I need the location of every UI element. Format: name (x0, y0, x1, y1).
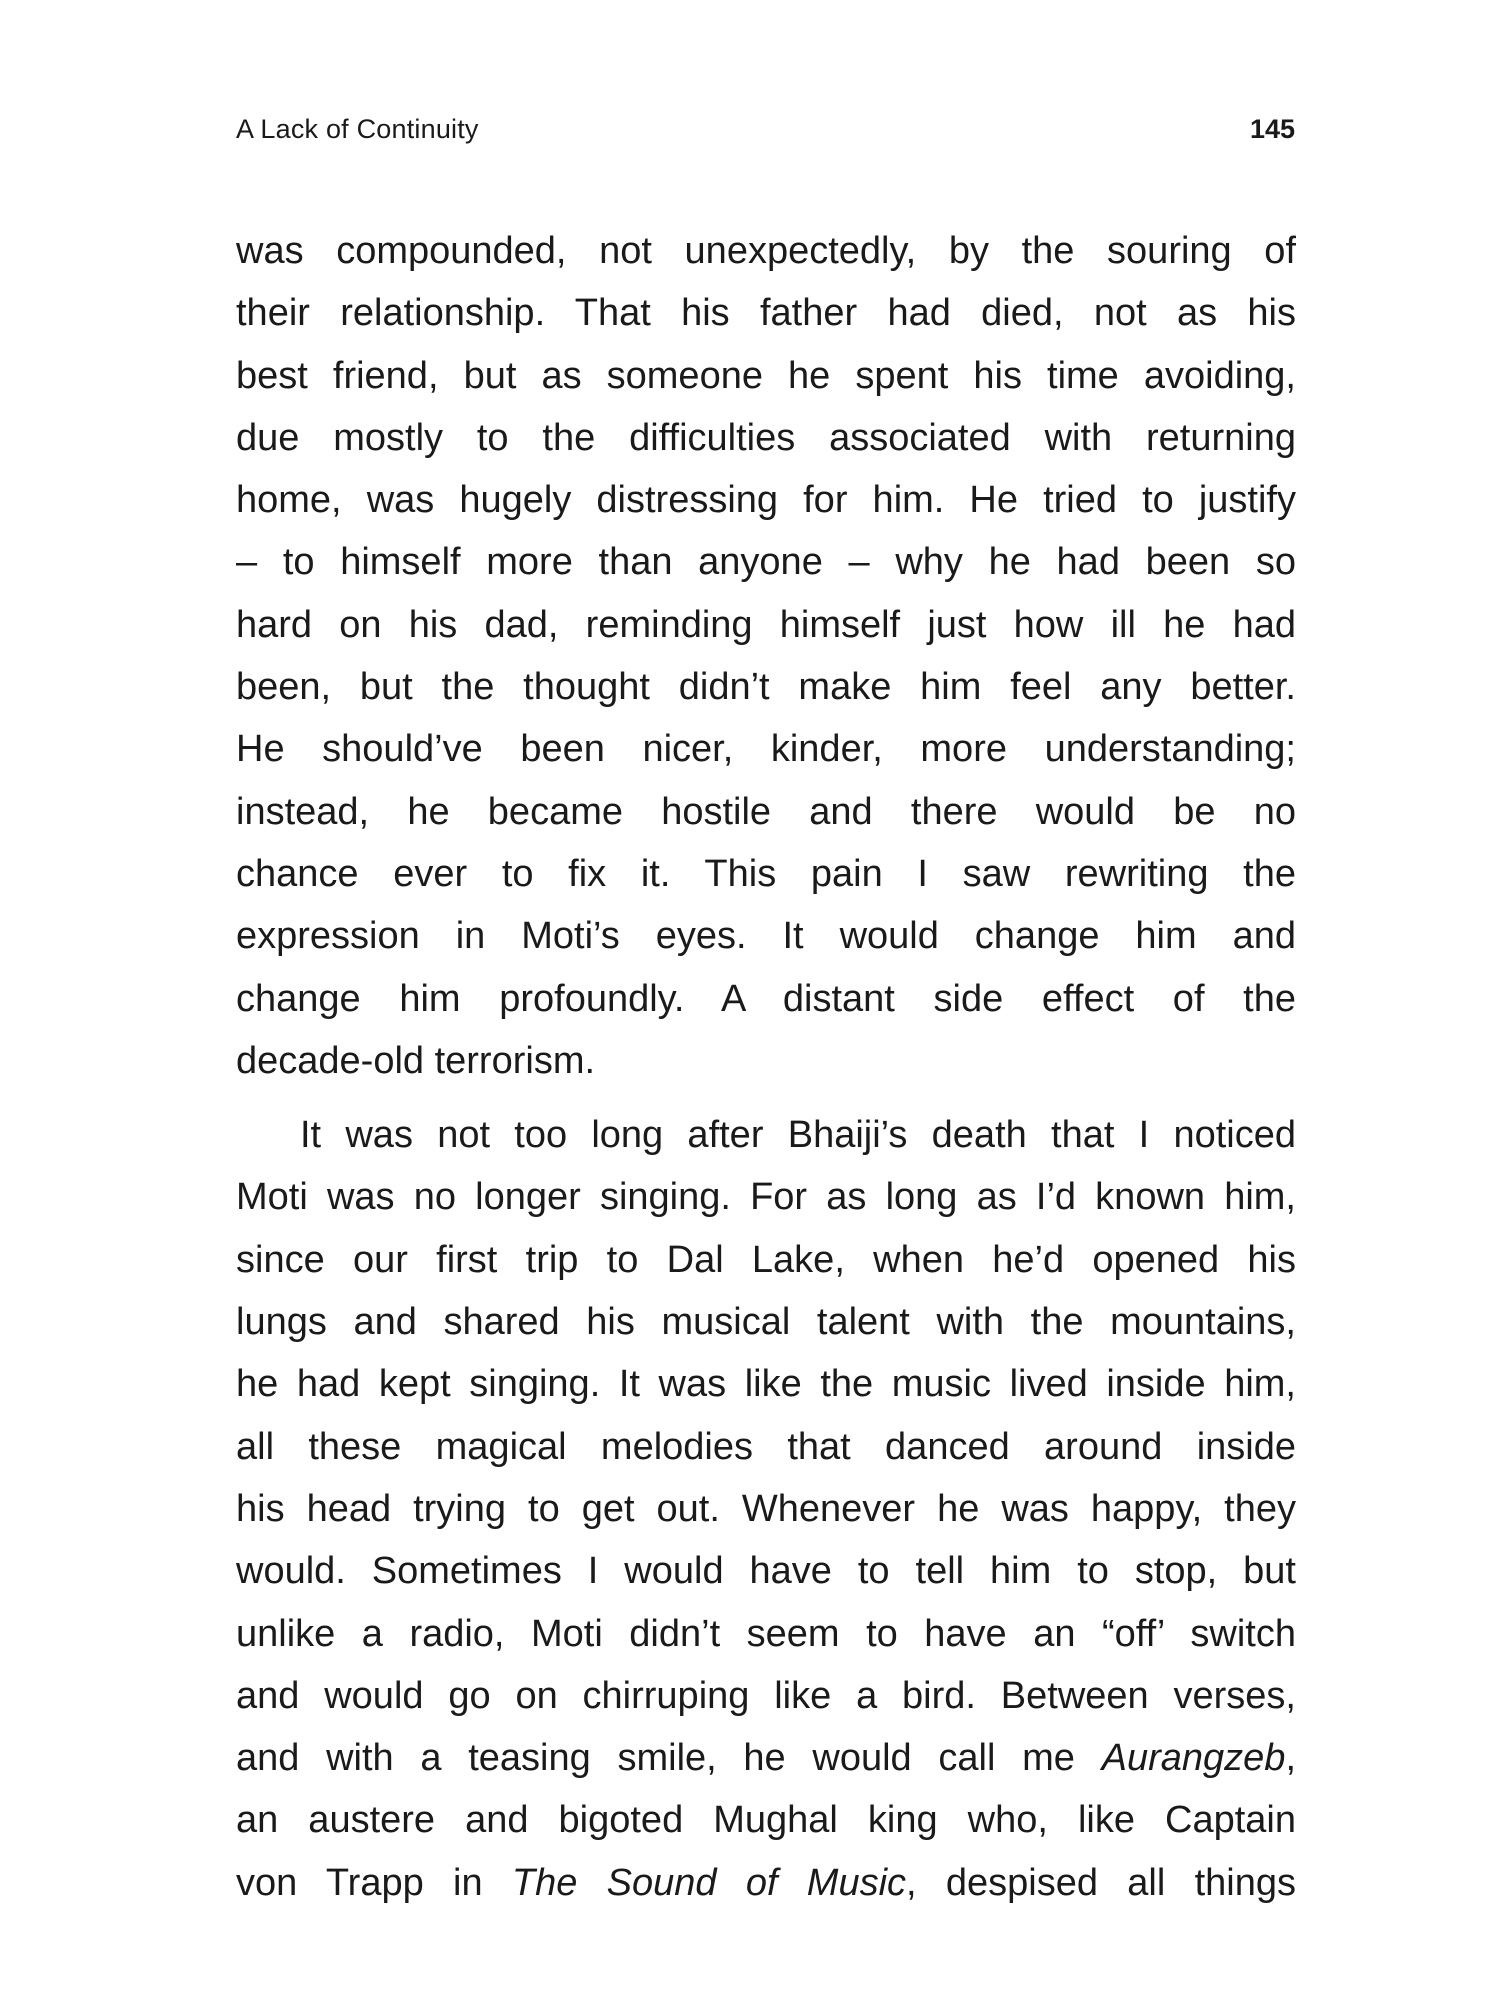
text-line (236, 1852, 1296, 1914)
running-head: A Lack of Continuity (236, 114, 479, 144)
text-line (236, 1727, 1296, 1789)
text-line: decade-old terrorism. (236, 1039, 596, 1082)
text-line: all these magical melodies that danced around inside (236, 1425, 1296, 1468)
text-line: He should’ve been nicer, kinder, more understanding; (236, 728, 1296, 771)
text-line: an austere and bigoted Mughal king who, like Captain (236, 1799, 1296, 1842)
text-line: home, was hugely distressing for him. He tried to justify (236, 479, 1296, 522)
text-line: due mostly to the difficulties associated with returning (236, 416, 1296, 459)
italic-title: The Sound of Music (511, 1861, 907, 1904)
text-line: lungs and shared his musical talent with the mountains, (236, 1301, 1296, 1344)
text-line: It was not too long after Bhaiji’s death that I noticed (300, 1114, 1296, 1157)
text-line: hard on his dad, reminding himself just how ill he had (236, 603, 1296, 646)
text-line: best friend, but as someone he spent his time avoiding, (236, 354, 1296, 397)
paragraph-gap (236, 1092, 1296, 1104)
text-segment: , (1285, 1737, 1296, 1780)
body-text (236, 220, 1296, 1914)
text-line: change him profoundly. A distant side effect of the (236, 977, 1296, 1020)
text-line: instead, he became hostile and there would be no (236, 790, 1296, 833)
text-line: – to himself more than anyone – why he had been so (236, 541, 1296, 584)
paragraph (236, 1104, 1296, 1914)
text-line: his head trying to get out. Whenever he was happy, they (236, 1487, 1296, 1530)
text-segment: , despised all things (906, 1861, 1296, 1904)
page-number: 145 (1249, 114, 1295, 144)
text-line: Moti was no longer singing. For as long as I’d known him, (236, 1176, 1296, 1219)
text-line: expression in Moti’s eyes. It would change him and (236, 915, 1296, 958)
text-line: their relationship. That his father had died, not as his (236, 292, 1296, 335)
text-segment: von Trapp in (236, 1861, 512, 1904)
text-line: he had kept singing. It was like the music lived inside him, (236, 1363, 1296, 1406)
text-line: been, but the thought didn’t make him feel any better. (236, 666, 1296, 709)
text-segment: and with a teasing smile, he would call me (236, 1737, 1102, 1780)
italic-term: Aurangzeb (1101, 1737, 1286, 1780)
text-line: unlike a radio, Moti didn’t seem to have an “off’ switch (236, 1612, 1296, 1655)
text-line: would. Sometimes I would have to tell him to stop, but (236, 1550, 1296, 1593)
text-line: since our first trip to Dal Lake, when he’d opened his (236, 1238, 1296, 1281)
text-line: was compounded, not unexpectedly, by the souring of (236, 230, 1296, 272)
text-line: chance ever to fix it. This pain I saw rewriting the (236, 852, 1296, 895)
text-line: and would go on chirruping like a bird. Between verses, (236, 1674, 1296, 1717)
paragraph (236, 220, 1296, 1092)
